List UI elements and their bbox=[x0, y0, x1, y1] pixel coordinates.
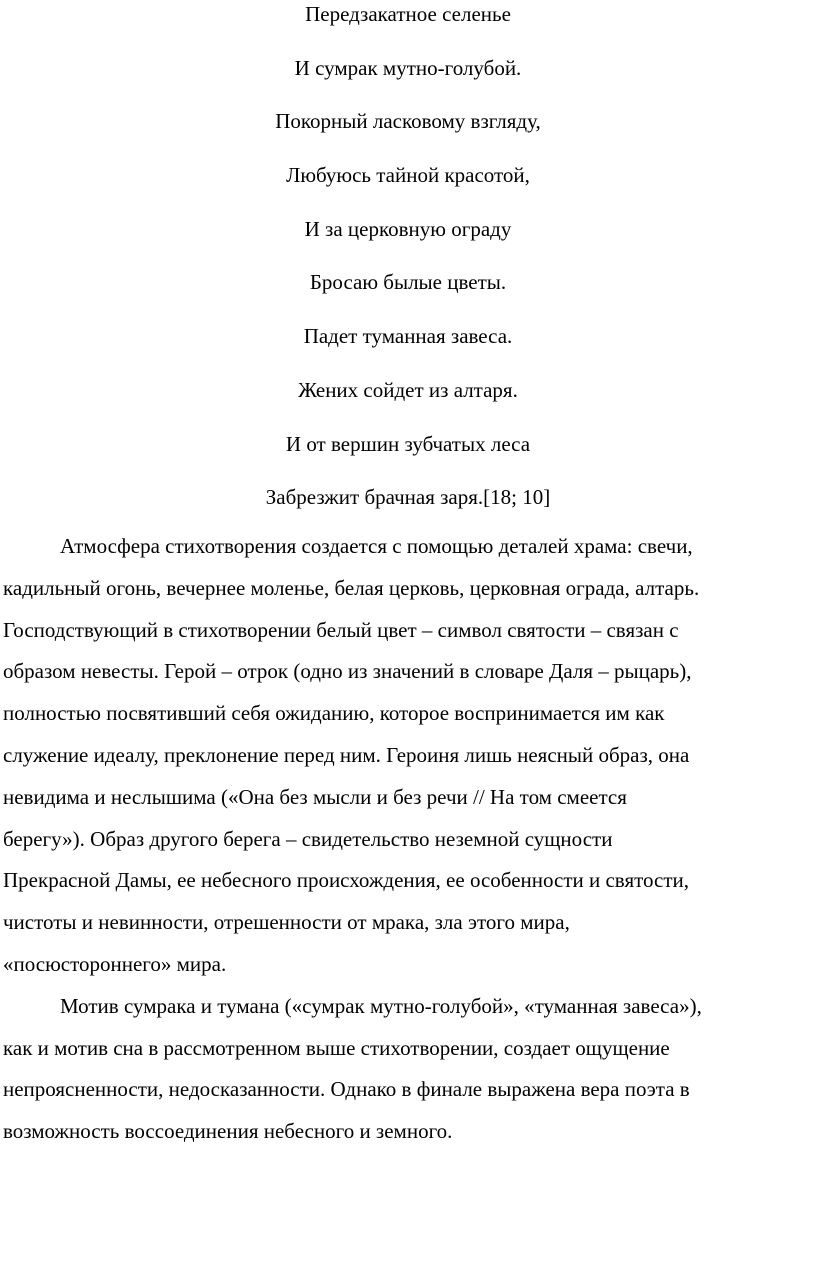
paragraph-line: непроясненности, недосказанности. Однако в финале выражена вера поэта в bbox=[3, 1077, 690, 1102]
paragraph-line: Господствующий в стихотворении белый цвет – символ святости – связан с bbox=[3, 617, 679, 642]
paragraph bbox=[3, 526, 813, 986]
poem-line: Падет туманная завеса. bbox=[303, 324, 513, 349]
paragraph-line: чистоты и невинности, отрешенности от мрака, зла этого мира, bbox=[3, 910, 570, 935]
paragraph bbox=[3, 986, 813, 1153]
paragraph-line: полностью посвятивший себя ожиданию, которое воспринимается им как bbox=[3, 701, 665, 726]
poem-line: Жених сойдет из алтаря. bbox=[298, 377, 518, 402]
poem-line: И сумрак мутно-голубой. bbox=[294, 55, 522, 80]
paragraph-line: как и мотив сна в рассмотренном выше стихотворении, создает ощущение bbox=[3, 1035, 670, 1060]
analysis-text bbox=[3, 526, 813, 1153]
paragraph-line: берегу»). Образ другого берега – свидетельство неземной сущности bbox=[3, 826, 613, 851]
poem-line: И от вершин зубчатых леса bbox=[285, 431, 531, 456]
poem-line: И за церковную ограду bbox=[304, 216, 512, 241]
poem-line: Забрезжит брачная заря.[18; 10] bbox=[265, 485, 551, 510]
paragraph-line: служение идеалу, преклонение перед ним. Героиня лишь неясный образ, она bbox=[3, 742, 690, 767]
poem-line: Передзакатное селенье bbox=[305, 2, 511, 26]
paragraph-line: «посюстороннего» мира. bbox=[3, 951, 227, 976]
poem-line: Бросаю былые цветы. bbox=[309, 270, 507, 295]
paragraph-line: Мотив сумрака и тумана («сумрак мутно-голубой», «туманная завеса»), bbox=[60, 993, 702, 1018]
poem-excerpt bbox=[0, 2, 816, 539]
paragraph-line: невидима и неслышима («Она без мысли и без речи // На том смеется bbox=[3, 784, 627, 809]
paragraph-line: кадильный огонь, вечернее моленье, белая церковь, церковная ограда, алтарь. bbox=[3, 575, 700, 600]
poem-line: Любуюсь тайной красотой, bbox=[286, 163, 530, 188]
paragraph-line: возможность воссоединения небесного и земного. bbox=[3, 1119, 453, 1144]
poem-line: Покорный ласковому взгляду, bbox=[275, 109, 541, 134]
paragraph-line: Атмосфера стихотворения создается с помощью деталей храма: свечи, bbox=[60, 534, 693, 558]
paragraph-line: Прекрасной Дамы, ее небесного происхождения, ее особенности и святости, bbox=[3, 868, 690, 893]
paragraph-line: образом невесты. Герой – отрок (одно из значений в словаре Даля – рыцарь), bbox=[3, 659, 692, 684]
